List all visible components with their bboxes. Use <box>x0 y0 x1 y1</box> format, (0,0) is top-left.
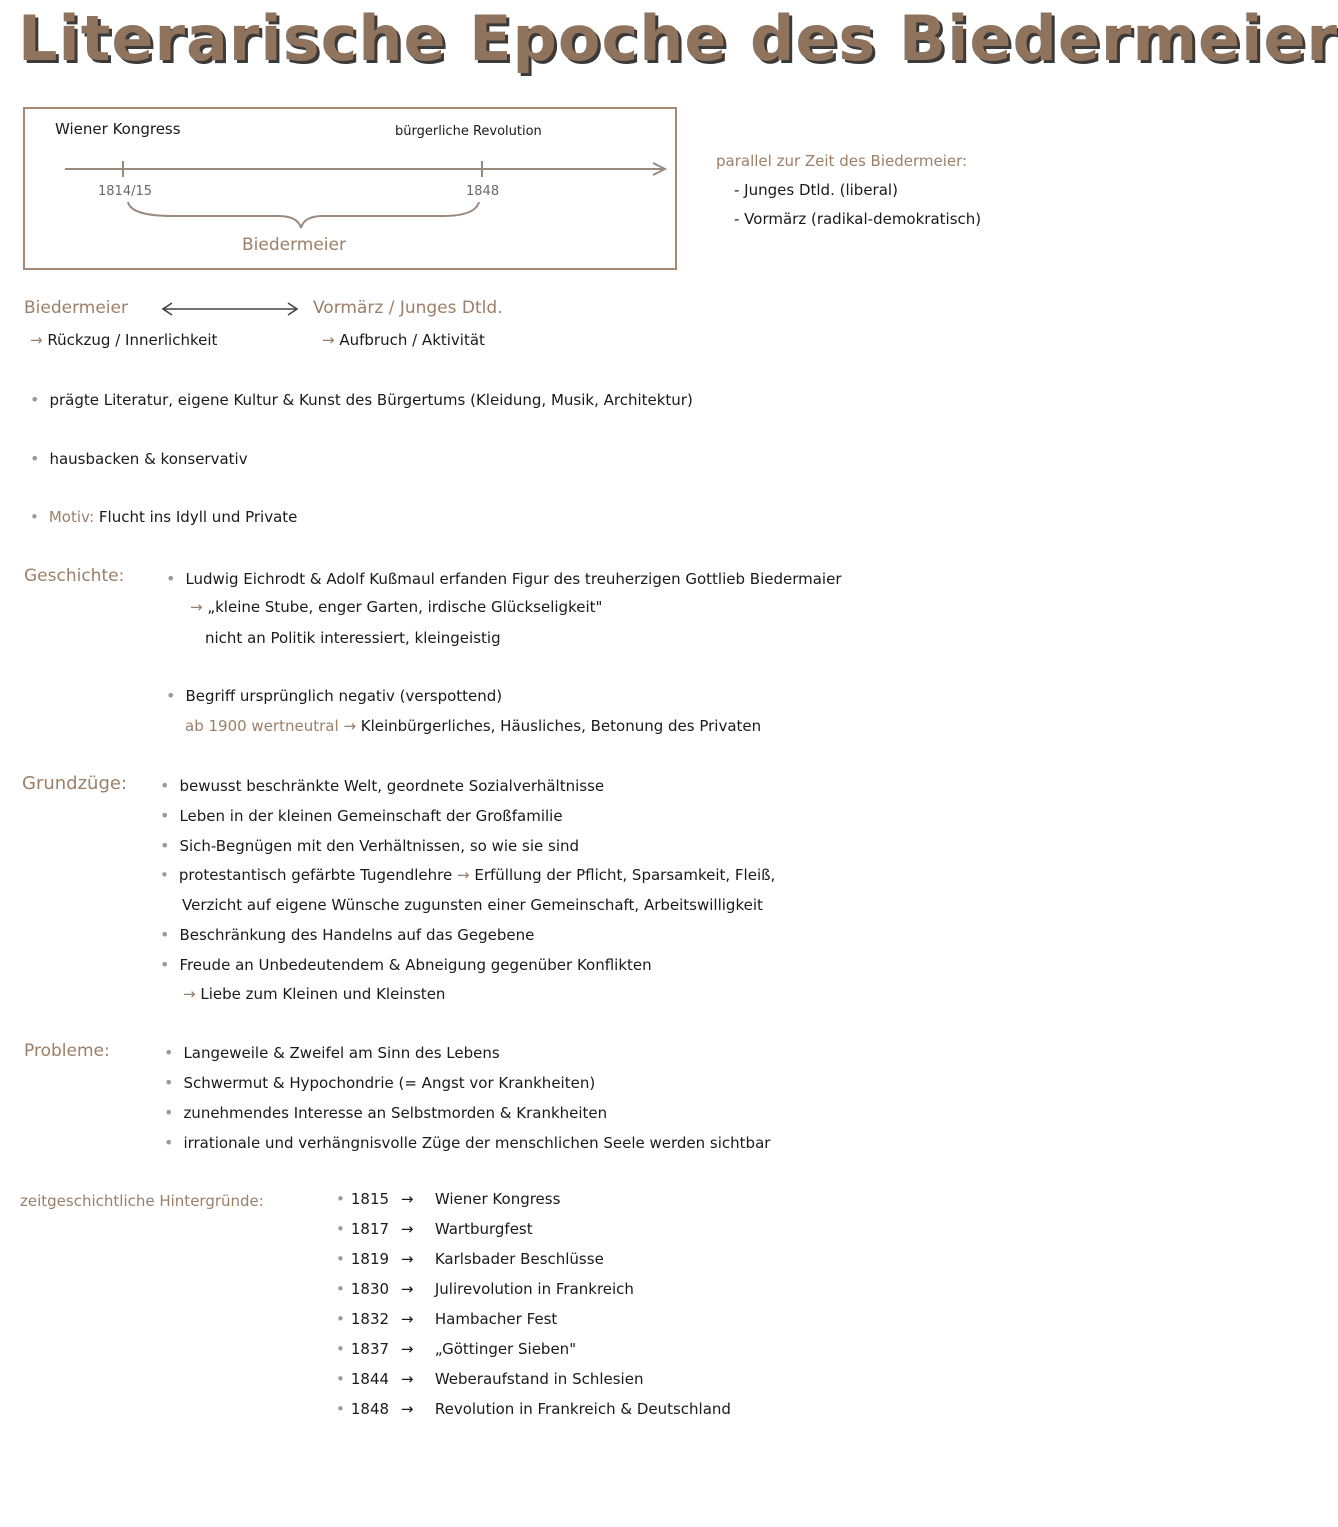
event-year: 1817 <box>350 1220 390 1238</box>
arrow-icon: → <box>400 1370 414 1388</box>
geschichte-item-1: • Ludwig Eichrodt & Adolf Kußmaul erfanden Figur des treuherzigen Gottlieb Biedermaier <box>166 569 841 588</box>
grundzuege-item-2: • Leben in der kleinen Gemeinschaft der Großfamilie <box>160 806 563 825</box>
probleme-item-4: • irrationale und verhängnisvolle Züge der menschlichen Seele werden sichtbar <box>164 1133 770 1152</box>
event-name: Julirevolution in Frankreich <box>434 1280 634 1298</box>
hintergruende-label: zeitgeschichtliche Hintergründe: <box>20 1192 264 1210</box>
probleme-label: Probleme: <box>24 1041 110 1061</box>
event-year: 1848 <box>350 1400 390 1418</box>
arrow-icon: → <box>190 598 208 616</box>
arrow-icon: → <box>183 985 201 1003</box>
event-name: Weberaufstand in Schlesien <box>434 1370 644 1388</box>
grundzuege-label: Grundzüge: <box>22 773 128 794</box>
geschichte-item-2: • Begriff ursprünglich negativ (verspottend) <box>166 686 502 705</box>
event-row: • 1837 → „Göttinger Sieben" <box>336 1340 577 1358</box>
event-row: • 1819 → Karlsbader Beschlüsse <box>336 1250 604 1268</box>
probleme-item-3: • zunehmendes Interesse an Selbstmorden & Krankheiten <box>164 1103 607 1122</box>
timeline-start-year: 1814/15 <box>98 184 153 199</box>
event-year: 1832 <box>350 1310 390 1328</box>
event-row: • 1830 → Julirevolution in Frankreich <box>336 1280 634 1298</box>
contrast-right: Vormärz / Junges Dtld. <box>313 298 503 318</box>
parallel-heading: parallel zur Zeit des Biedermeier: <box>716 152 968 170</box>
event-row: • 1815 → Wiener Kongress <box>336 1190 561 1208</box>
grundzuege-item-3: • Sich-Begnügen mit den Verhältnissen, so wie sie sind <box>160 836 579 855</box>
timeline-left-event: Wiener Kongress <box>55 120 181 138</box>
arrow-icon: → <box>400 1250 414 1268</box>
double-arrow-icon <box>160 300 300 318</box>
event-row: • 1832 → Hambacher Fest <box>336 1310 558 1328</box>
grundzuege-item-4-arrow: Erfüllung der Pflicht, Sparsamkeit, Fleiß, <box>474 866 776 884</box>
arrow-icon: → <box>30 331 48 349</box>
geschichte-label: Geschichte: <box>24 566 125 586</box>
event-row: • 1844 → Weberaufstand in Schlesien <box>336 1370 644 1388</box>
motiv-label: Motiv: <box>48 508 95 526</box>
event-row: • 1848 → Revolution in Frankreich & Deutschland <box>336 1400 731 1418</box>
grundzuege-item-5: • Beschränkung des Handelns auf das Gegebene <box>160 925 534 944</box>
event-name: „Göttinger Sieben" <box>434 1340 577 1358</box>
event-year: 1844 <box>350 1370 390 1388</box>
event-year: 1830 <box>350 1280 390 1298</box>
arrow-icon: → <box>400 1310 414 1328</box>
event-name: Wartburgfest <box>434 1220 533 1238</box>
event-name: Hambacher Fest <box>434 1310 558 1328</box>
arrow-icon: → <box>343 717 361 735</box>
timeline-right-event: bürgerliche Revolution <box>395 124 542 139</box>
arrow-icon: → <box>400 1280 414 1298</box>
arrow-icon: → <box>322 331 340 349</box>
grundzuege-item-6: • Freude an Unbedeutendem & Abneigung gegenüber Konflikten <box>160 955 652 974</box>
grundzuege-item-6-sub: Liebe zum Kleinen und Kleinsten <box>200 985 446 1003</box>
timeline-epoch-label: Biedermeier <box>242 235 346 255</box>
arrow-icon: → <box>457 866 475 884</box>
parallel-item-2: - Vormärz (radikal-demokratisch) <box>734 210 982 228</box>
arrow-icon: → <box>400 1220 414 1238</box>
arrow-icon: → <box>400 1190 414 1208</box>
event-name: Revolution in Frankreich & Deutschland <box>434 1400 731 1418</box>
parallel-item-1: - Junges Dtld. (liberal) <box>734 181 898 199</box>
event-year: 1837 <box>350 1340 390 1358</box>
geschichte-item-2-result: Kleinbürgerliches, Häusliches, Betonung des Privaten <box>360 717 762 735</box>
contrast-left: Biedermeier <box>24 298 128 318</box>
event-year: 1815 <box>350 1190 390 1208</box>
event-row: • 1817 → Wartburgfest <box>336 1220 533 1238</box>
timeline-end-year: 1848 <box>466 184 500 199</box>
bullet-item-1: • prägte Literatur, eigene Kultur & Kunst des Bürgertums (Kleidung, Musik, Architektur) <box>30 390 693 409</box>
bullet-item-2: • hausbacken & konservativ <box>30 449 248 468</box>
event-name: Karlsbader Beschlüsse <box>434 1250 604 1268</box>
grundzuege-item-4-cont: Verzicht auf eigene Wünsche zugunsten einer Gemeinschaft, Arbeitswilligkeit <box>182 896 763 914</box>
page-title: Literarische Epoche des Biedermeier <box>18 2 1338 75</box>
arrow-icon: → <box>400 1340 414 1358</box>
geschichte-item-1-sub: nicht an Politik interessiert, kleingeistig <box>205 629 501 647</box>
contrast-left-sub: Rückzug / Innerlichkeit <box>47 331 218 349</box>
event-name: Wiener Kongress <box>434 1190 561 1208</box>
geschichte-item-2-period: ab 1900 wertneutral <box>185 717 339 735</box>
motiv-text: Flucht ins Idyll und Private <box>98 508 298 526</box>
event-year: 1819 <box>350 1250 390 1268</box>
grundzuege-item-1: • bewusst beschränkte Welt, geordnete Sozialverhältnisse <box>160 776 604 795</box>
grundzuege-item-4: protestantisch gefärbte Tugendlehre <box>178 866 453 884</box>
probleme-item-2: • Schwermut & Hypochondrie (= Angst vor Krankheiten) <box>164 1073 595 1092</box>
geschichte-quote: „kleine Stube, enger Garten, irdische Glückseligkeit" <box>207 598 603 616</box>
contrast-right-sub: Aufbruch / Aktivität <box>339 331 485 349</box>
arrow-icon: → <box>400 1400 414 1418</box>
probleme-item-1: • Langeweile & Zweifel am Sinn des Lebens <box>164 1043 500 1062</box>
